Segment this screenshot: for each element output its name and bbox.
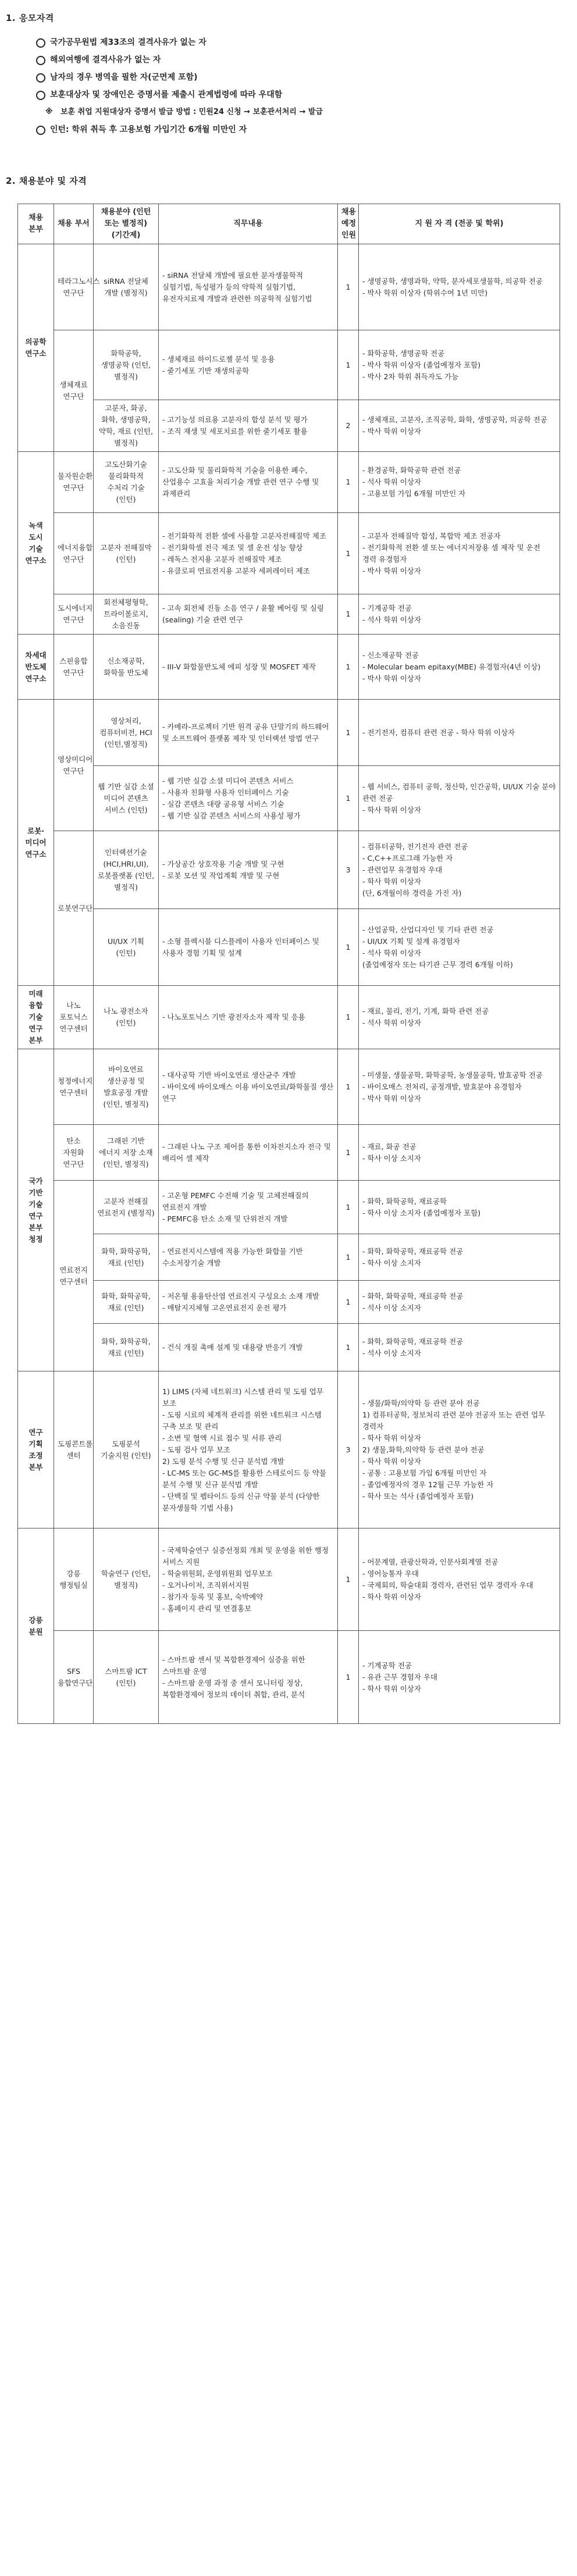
qual-line: - 공통 : 고용보험 가입 6개월 미만인 자 bbox=[362, 1468, 487, 1477]
qual-line: - 기계공학 전공 bbox=[362, 604, 412, 612]
qual-line: - 학사 학위 이상자 bbox=[362, 805, 421, 814]
duties-cell bbox=[159, 1181, 338, 1234]
duty-line: - 오거나이저, 조직위서지원 bbox=[162, 1580, 250, 1590]
dept-cell: 강릉 행정팀실 bbox=[54, 1529, 94, 1631]
duty-line: - LC-MS 또는 GC-MS를 활용한 스테로이드 등 약물 분석 수행 및 신규 분석법 개발 bbox=[162, 1468, 326, 1489]
count-cell: 1 bbox=[338, 1281, 359, 1324]
duty-line: - 그래핀 나노 구조 제어를 통한 이차전지소자 전극 및 배리어 셀 제작 bbox=[162, 1142, 331, 1163]
field-cell: 회전체평형학, 트라이볼로지, 소음진동 bbox=[94, 594, 159, 635]
dept-cell: 도시에너지 연구단 bbox=[54, 594, 94, 635]
qual-line: - 화학, 화학공학, 재료공학 전공 bbox=[362, 1337, 464, 1346]
qual-line: - Molecular beam epitaxy(MBE) 유경험자(4년 이상) bbox=[362, 662, 541, 671]
duty-line: - 유클로피 연료전지용 고분자 세퍼레이터 제조 bbox=[162, 566, 310, 575]
count-cell: 1 bbox=[338, 452, 359, 513]
org-cell: 연구 기획 조정 본부 bbox=[18, 1371, 54, 1529]
qual-line: (단, 6개월이하 경력을 가진 자) bbox=[362, 888, 462, 897]
qual-cell bbox=[359, 1281, 560, 1324]
qual-line: - 화학, 화학공학, 재료공학 전공 bbox=[362, 1291, 464, 1301]
duty-line: - 단백질 및 펩타이드 등의 신규 약물 분석 (다양한 분자생물학 기법 사용) bbox=[162, 1491, 320, 1512]
qual-line: - 화학공학, 생명공학 전공 bbox=[362, 348, 445, 358]
qual-cell bbox=[359, 700, 560, 766]
qual-line: - 학사 학위 이상자 bbox=[362, 1456, 421, 1466]
qual-line: - 박사 학위 이상자 (학위수여 1년 미만) bbox=[362, 288, 488, 297]
count-cell: 1 bbox=[338, 330, 359, 400]
field-cell: 그래핀 기반 에너지 저장 소재 (인턴, 별정직) bbox=[94, 1125, 159, 1181]
qual-cell bbox=[359, 1181, 560, 1234]
duties-cell bbox=[159, 400, 338, 452]
dept-cell: 나노 포토닉스 연구센터 bbox=[54, 986, 94, 1049]
dept-cell: 영상미디어 연구단 bbox=[54, 700, 94, 831]
duties-cell bbox=[159, 594, 338, 635]
table-row bbox=[18, 1234, 560, 1281]
header-count: 채용 예정 인원 bbox=[338, 204, 359, 244]
field-cell: 영상처리, 컴퓨터비전, HCI (인턴,별정직) bbox=[94, 700, 159, 766]
dept-cell: SFS 융합연구단 bbox=[54, 1631, 94, 1724]
duty-line: - 레독스 전지용 고분자 전해질막 제조 bbox=[162, 554, 282, 564]
duties-cell bbox=[159, 452, 338, 513]
table-row bbox=[18, 635, 560, 700]
duties-cell bbox=[159, 635, 338, 700]
duty-line: - 스마트팜 운영 과정 중 센서 모니터링 정상, 복합환경제어 정보의 데이터 취합, 관리, 분석 bbox=[162, 1678, 305, 1699]
dept-cell: 스핀융합 연구단 bbox=[54, 635, 94, 700]
qual-line: - 컴퓨터공학, 전기전자 관련 전공 bbox=[362, 842, 468, 851]
table-row bbox=[18, 909, 560, 986]
recruitment-table bbox=[17, 204, 560, 1724]
qual-cell bbox=[359, 766, 560, 831]
dept-cell: 물자원순환 연구단 bbox=[54, 452, 94, 513]
duties-cell bbox=[159, 1371, 338, 1529]
table-row bbox=[18, 1281, 560, 1324]
table-row bbox=[18, 1125, 560, 1181]
qual-line: - 학사 또는 석사 (졸업예정자 포함) bbox=[362, 1491, 474, 1501]
duty-line: - 대사공학 기반 바이오연료 생산균주 개발 bbox=[162, 1070, 296, 1079]
duty-line: - 웹 기반 실감 소셜 미디어 콘텐츠 서비스 bbox=[162, 776, 294, 785]
count-cell: 1 bbox=[338, 1234, 359, 1281]
qual-line: - 고용보험 가입 6개월 미만인 자 bbox=[362, 489, 466, 498]
count-cell: 3 bbox=[338, 831, 359, 909]
field-cell: 웹 기반 실감 소셜 미디어 콘텐츠 서비스 (인턴) bbox=[94, 766, 159, 831]
duty-line: - 가상공간 상호작용 기술 개발 및 구현 bbox=[162, 859, 284, 868]
table-row bbox=[18, 831, 560, 909]
org-cell: 로봇· 미디어 연구소 bbox=[18, 700, 54, 986]
qual-cell bbox=[359, 1234, 560, 1281]
field-cell: 신소재공학, 화학물 반도체 bbox=[94, 635, 159, 700]
qual-cell bbox=[359, 513, 560, 594]
qual-line: - 전기전자, 컴퓨터 관련 전공 - 학사 학위 이상자 bbox=[362, 728, 515, 737]
duties-cell bbox=[159, 986, 338, 1049]
qual-line: - 기계공학 전공 bbox=[362, 1661, 412, 1670]
duty-line: - 로봇 모션 및 작업계획 개발 및 구현 bbox=[162, 871, 280, 880]
qual-line: - 박사 학위 이상자 bbox=[362, 1093, 421, 1103]
table-row bbox=[18, 244, 560, 330]
field-cell: 화학, 화학공학, 재료 (인턴) bbox=[94, 1281, 159, 1324]
qual-line: - 졸업예정자의 경우 12월 근무 가능한 자 bbox=[362, 1480, 494, 1489]
org-cell: 국가 기반 기술 연구 본부 청정 bbox=[18, 1049, 54, 1371]
duty-line: - 학술위원회, 운영위원회 업무보조 bbox=[162, 1569, 273, 1578]
duties-cell bbox=[159, 1049, 338, 1125]
qual-line: - 국제회의, 학술대회 경력자, 관련된 업무 경력자 우대 bbox=[362, 1580, 533, 1590]
dept-cell: 테라그노시스 연구단 bbox=[54, 244, 94, 330]
duties-cell bbox=[159, 1631, 338, 1724]
header-qual: 지 원 자 격 (전공 및 학위) bbox=[359, 204, 560, 244]
qual-line: - 유관 근무 경험자 우대 bbox=[362, 1672, 438, 1681]
count-cell: 3 bbox=[338, 1371, 359, 1529]
qual-cell bbox=[359, 635, 560, 700]
qual-line: - 박사 학위 이상자 (졸업예정자 포함) bbox=[362, 360, 481, 369]
qual-line: - 박사 학위 이상자 bbox=[362, 674, 421, 683]
count-cell: 1 bbox=[338, 1631, 359, 1724]
header-org: 채용 본부 bbox=[18, 204, 54, 244]
count-cell: 1 bbox=[338, 635, 359, 700]
qual-line: - 화학, 화학공학, 재료공학 전공 bbox=[362, 1246, 464, 1256]
qual-line: - 웹 서비스, 컴퓨터 공학, 정산학, 인간공학, UI/UX 기술 분야 관련 전공 bbox=[362, 782, 556, 803]
duty-line: - 저온형 용융탄산염 연료전지 구성요소 소재 개발 bbox=[162, 1291, 319, 1301]
duty-line: - 고도산화 및 물리화학적 기술을 이용한 폐수, 산업용수 고효율 처리기술 개발 관련 연구 수행 및 과제관리 bbox=[162, 466, 319, 498]
qual-line: - 생체재료, 고분자, 조직공학, 화학, 생명공학, 의공학 전공 bbox=[362, 415, 547, 424]
qual-cell bbox=[359, 1049, 560, 1125]
count-cell: 1 bbox=[338, 700, 359, 766]
qual-cell bbox=[359, 1125, 560, 1181]
count-cell: 2 bbox=[338, 400, 359, 452]
header-dept: 채용 부서 bbox=[54, 204, 94, 244]
table-row bbox=[18, 1529, 560, 1631]
duties-cell bbox=[159, 330, 338, 400]
dept-cell: 로봇연구단 bbox=[54, 831, 94, 986]
table-row bbox=[18, 1324, 560, 1371]
duty-line: - 바이오에 바이오매스 이용 바이오연료/화학물질 생산 연구 bbox=[162, 1082, 334, 1103]
qual-line: - 석사 학위 이상자 bbox=[362, 478, 421, 486]
field-cell: 인터랙션기술 (HCI,HRI,UI), 로봇플랫폼 (인턴, 별정직) bbox=[94, 831, 159, 909]
duty-line: - 홈페이지 관리 및 연결홍보 bbox=[162, 1604, 252, 1613]
duty-line: - 고온형 PEMFC 수전해 기술 및 고체전해질의 연료전지 개발 bbox=[162, 1191, 309, 1212]
qual-cell bbox=[359, 909, 560, 986]
duty-line: - 매탈지지체형 고온연료전지 운전 평가 bbox=[162, 1303, 287, 1312]
table-row bbox=[18, 1049, 560, 1125]
qual-line: - 어문계열, 관광산학과, 인문사회계열 전공 bbox=[362, 1557, 498, 1566]
count-cell: 1 bbox=[338, 513, 359, 594]
qual-line: - 박사 학위 이상자 bbox=[362, 566, 421, 575]
duty-line: - 생체재료 하이드로젤 분석 및 응용 bbox=[162, 354, 275, 364]
qual-line: - 박사 학위 이상자 bbox=[362, 427, 421, 436]
qual-line: - 재료, 화공 전공 bbox=[362, 1142, 416, 1151]
field-cell: 고분자 전해질 연료전지 (별정직) bbox=[94, 1181, 159, 1234]
duties-cell bbox=[159, 909, 338, 986]
duty-line: - III-V 화합물반도체 에피 성장 및 MOSFET 제작 bbox=[162, 662, 316, 671]
duties-cell bbox=[159, 1281, 338, 1324]
qual-line: - 미생물, 생물공학, 화학공학, 농생물공학, 발효공학 전공 bbox=[362, 1070, 543, 1079]
qual-line: - 전기화학적 전환 셀 또는 에너지저장용 셀 제작 및 운전 경력 유경험자 bbox=[362, 543, 540, 564]
qual-line: - 학사 이상 소지자 bbox=[362, 1258, 421, 1267]
qual-cell bbox=[359, 594, 560, 635]
header-duties: 직무내용 bbox=[159, 204, 338, 244]
duty-line: - 참가자 등록 및 홍보, 숙박예약 bbox=[162, 1592, 263, 1601]
qual-line: 1) 컴퓨터공학, 정보처리 관련 분야 전공자 또는 관련 업무 경력자 bbox=[362, 1410, 546, 1431]
org-cell: 미래 융합 기술 연구 본부 bbox=[18, 986, 54, 1049]
duty-line: 1) LIMS (자체 네트워크) 시스템 관리 및 도핑 업무 보조 bbox=[162, 1387, 323, 1408]
dept-cell: 탄소 자원화 연구단 bbox=[54, 1125, 94, 1181]
dept-cell: 에너지융합 연구단 bbox=[54, 513, 94, 594]
field-cell: 도핑분석 기술지원 (인턴) bbox=[94, 1371, 159, 1529]
qual-line: - 박사 2차 학위 취득자도 가능 bbox=[362, 372, 459, 381]
dept-cell: 생체재료 연구단 bbox=[54, 330, 94, 452]
duty-line: - 전기화학적 전환 셀에 사용할 고분자전해질막 제조 bbox=[162, 531, 326, 540]
dept-cell: 도핑콘트롤 센터 bbox=[54, 1371, 94, 1529]
duties-cell bbox=[159, 513, 338, 594]
duty-line: - 건식 개질 촉매 설계 및 대용량 반응기 개발 bbox=[162, 1342, 303, 1352]
duty-line: - 사용자 친화형 사용자 인터페이스 기술 bbox=[162, 788, 289, 797]
duty-line: - 연료전지시스템에 적용 가능한 화합물 기반 수소저장기술 개발 bbox=[162, 1246, 303, 1267]
count-cell: 1 bbox=[338, 1529, 359, 1631]
section2-title: 2. 채용분야 및 자격 bbox=[6, 176, 87, 186]
duty-line: - 전기화학셀 전극 제조 및 셀 운전 성능 향상 bbox=[162, 543, 303, 552]
count-cell: 1 bbox=[338, 1181, 359, 1234]
count-cell: 1 bbox=[338, 1324, 359, 1371]
qual-line: - 생명공학, 생명과학, 약학, 분자세포생물학, 의공학 전공 bbox=[362, 276, 543, 286]
section1-title: 1. 응모자격 bbox=[6, 13, 54, 23]
table-row bbox=[18, 1631, 560, 1724]
qual-line: - 재료, 물리, 전기, 기계, 화학 관련 전공 bbox=[362, 1007, 489, 1016]
qual-cell bbox=[359, 1529, 560, 1631]
qualification-list bbox=[35, 34, 558, 138]
count-cell: 1 bbox=[338, 1049, 359, 1125]
qual-line: - 석사 학위 이상자 bbox=[362, 1018, 421, 1027]
dept-cell: 연료전지 연구센터 bbox=[54, 1181, 94, 1371]
qualification-item: 남자의 경우 병역을 필한 자(군면제 포함) bbox=[35, 69, 558, 86]
qual-line: - 석사 이상 소지자 bbox=[362, 1348, 421, 1358]
qual-line: - 석사 학위 이상자 bbox=[362, 615, 421, 624]
qual-cell bbox=[359, 1324, 560, 1371]
field-cell: 학술연구 (인턴, 별정직) bbox=[94, 1529, 159, 1631]
qual-line: - C,C++프로그래 가능한 자 bbox=[362, 853, 453, 863]
duty-line: - 도핑 검사 업무 보조 bbox=[162, 1445, 231, 1454]
count-cell: 1 bbox=[338, 766, 359, 831]
duties-cell bbox=[159, 1529, 338, 1631]
field-cell: UI/UX 기획 (인턴) bbox=[94, 909, 159, 986]
qual-cell bbox=[359, 330, 560, 400]
count-cell: 1 bbox=[338, 594, 359, 635]
field-cell: siRNA 전달체 개발 (별정직) bbox=[94, 244, 159, 330]
qual-line: - 학사 이상 소지자 (졸업예정자 포함) bbox=[362, 1208, 481, 1217]
field-cell: 화학, 화학공학, 재료 (인턴) bbox=[94, 1234, 159, 1281]
table-row bbox=[18, 986, 560, 1049]
duty-line: - 카메라-프로젝터 기반 원격 공유 단말기의 하드웨어 및 소프트웨어 플랫폼 제작 및 인터랙션 방법 연구 bbox=[162, 722, 329, 743]
qual-line: - 학사 학위 이상자 bbox=[362, 1433, 421, 1442]
org-cell: 녹색 도시 기술 연구소 bbox=[18, 452, 54, 635]
qual-line: - 산업공학, 산업디자인 및 기타 관련 전공 bbox=[362, 925, 494, 934]
table-header-row bbox=[18, 204, 560, 244]
field-cell: 화학공학, 생명공학 (인턴,별정직) bbox=[94, 330, 159, 400]
duty-line: - siRNA 전달체 개발에 필요한 분자생물학적 실험기법, 독성평가 등의 약학적 실험기법, 유전자치료제 개발과 관련한 의공학적 실험기법 bbox=[162, 270, 312, 303]
field-cell: 고분자, 화공, 화학, 생명공학, 약학, 재료 (인턴, 별정직) bbox=[94, 400, 159, 452]
qual-line: - 영어능통자 우대 bbox=[362, 1569, 419, 1578]
qual-line: - 학사 학위 이상자 bbox=[362, 1592, 421, 1601]
duties-cell bbox=[159, 1125, 338, 1181]
qual-line: - UI/UX 기획 및 설계 유경험자 bbox=[362, 936, 460, 946]
qual-line: - 학사 학위 이상자 bbox=[362, 877, 421, 886]
table-row bbox=[18, 400, 560, 452]
qualification-item: 해외여행에 결격사유가 없는 자 bbox=[35, 51, 558, 69]
duty-line: - 도핑 시료의 체계적 관리를 위한 네트워크 시스템 구축 보조 및 관리 bbox=[162, 1410, 322, 1431]
duty-line: - 조직 재생 및 세포치료를 위한 줄기세포 활용 bbox=[162, 427, 308, 436]
qual-line: 2) 생물,화학,의약학 등 관련 분야 전공 bbox=[362, 1445, 485, 1454]
qual-line: - 석사 학위 이상자 bbox=[362, 948, 421, 957]
org-cell: 의공학 연구소 bbox=[18, 244, 54, 452]
qual-line: - 생물/화학/의약학 등 관련 분야 전공 bbox=[362, 1398, 480, 1408]
duty-line: - PEMFC용 탄소 소재 및 단위전지 개발 bbox=[162, 1214, 288, 1223]
duties-cell bbox=[159, 766, 338, 831]
table-row bbox=[18, 1371, 560, 1529]
duty-line: - 실감 콘텐츠 대량 공유형 서비스 기술 bbox=[162, 799, 284, 808]
qual-line: - 고분자 전해질막 합성, 복합막 제조 전공자 bbox=[362, 531, 501, 540]
field-cell: 화학, 화학공학, 재료 (인턴) bbox=[94, 1324, 159, 1371]
count-cell: 1 bbox=[338, 244, 359, 330]
qual-cell bbox=[359, 1371, 560, 1529]
field-cell: 고도산화기술 물리화학적 수처리 기술 (인턴) bbox=[94, 452, 159, 513]
qual-cell bbox=[359, 400, 560, 452]
qual-line: (졸업예정자 또는 타기관 근무 경력 6개월 이하) bbox=[362, 960, 513, 969]
duties-cell bbox=[159, 1324, 338, 1371]
count-cell: 1 bbox=[338, 1125, 359, 1181]
table-row bbox=[18, 452, 560, 513]
table-row bbox=[18, 330, 560, 400]
qualification-item: 인턴: 학위 취득 후 고용보험 가입기간 6개월 미만인 자 bbox=[35, 121, 558, 138]
qual-line: - 학사 이상 소지자 bbox=[362, 1153, 421, 1163]
qual-line: - 환경공학, 화학공학 관련 전공 bbox=[362, 466, 461, 475]
duties-cell bbox=[159, 244, 338, 330]
header-field: 채용분야 (인턴 또는 별정직) (기간제) bbox=[94, 204, 159, 244]
field-cell: 고분자 전해질막 (인턴) bbox=[94, 513, 159, 594]
table-row bbox=[18, 513, 560, 594]
table-row bbox=[18, 766, 560, 831]
qual-cell bbox=[359, 452, 560, 513]
qualification-note: ※ 보훈 취업 지원대상자 증명서 발급 방법 : 민원24 신청 → 보훈관서처리 → 발급 bbox=[35, 104, 558, 121]
qual-line: - 학사 학위 이상자 bbox=[362, 1684, 421, 1693]
org-cell: 강릉 분원 bbox=[18, 1529, 54, 1724]
qual-cell bbox=[359, 986, 560, 1049]
qualification-item: 보훈대상자 및 장애인은 증명서를 제출시 관계법령에 따라 우대함 bbox=[35, 86, 558, 104]
count-cell: 1 bbox=[338, 986, 359, 1049]
table-body bbox=[18, 244, 560, 1724]
field-cell: 나노 광전소자 (인턴) bbox=[94, 986, 159, 1049]
field-cell: 바이오연료 생산공정 및 발효공정 개발 (인턴, 별정직) bbox=[94, 1049, 159, 1125]
duty-line: - 소변 및 혈액 시료 접수 및 서류 관리 bbox=[162, 1433, 282, 1442]
qual-cell bbox=[359, 1631, 560, 1724]
qual-line: - 관련업무 유경험자 우대 bbox=[362, 865, 443, 874]
duty-line: - 국제학술연구 실증선정회 개최 및 운영을 위한 행정 서비스 지원 bbox=[162, 1545, 329, 1566]
qual-line: - 바이오매스 전처리, 공정개발, 발효분야 유경험자 bbox=[362, 1082, 522, 1091]
qual-cell bbox=[359, 831, 560, 909]
duty-line: - 고기능성 의료용 고분자의 합성 분석 및 평가 bbox=[162, 415, 308, 424]
qual-line: - 화학, 화학공학, 재료공학 bbox=[362, 1196, 447, 1206]
duty-line: - 나노포토닉스 기반 광전자소자 제작 및 응용 bbox=[162, 1013, 305, 1021]
duty-line: 2) 도핑 분석 수행 및 신규 분석법 개발 bbox=[162, 1456, 284, 1466]
qualification-item: 국가공무원법 제33조의 결격사유가 없는 자 bbox=[35, 34, 558, 51]
duty-line: - 줄기세포 기반 재생의공학 bbox=[162, 366, 250, 375]
table-row bbox=[18, 594, 560, 635]
duty-line: - 소형 플렉시블 디스플레이 사용자 인터페이스 및 사용자 경험 기획 및 설계 bbox=[162, 936, 319, 957]
org-cell: 차세대 반도체 연구소 bbox=[18, 635, 54, 700]
duties-cell bbox=[159, 831, 338, 909]
duty-line: - 웹 기반 실감 콘텐츠 서비스의 사용성 평가 bbox=[162, 811, 301, 820]
duty-line: - 스마트팜 센서 및 복합환경제어 실증을 위한 스마트팜 운영 bbox=[162, 1655, 305, 1676]
table-row bbox=[18, 700, 560, 766]
duties-cell bbox=[159, 1234, 338, 1281]
duties-cell bbox=[159, 700, 338, 766]
count-cell: 1 bbox=[338, 909, 359, 986]
qual-line: - 석사 이상 소지자 bbox=[362, 1303, 421, 1312]
table-row bbox=[18, 1181, 560, 1234]
qual-cell bbox=[359, 244, 560, 330]
field-cell: 스마트팜 ICT (인턴) bbox=[94, 1631, 159, 1724]
qual-line: - 신소재공학 전공 bbox=[362, 650, 419, 660]
dept-cell: 청정에너지 연구센터 bbox=[54, 1049, 94, 1125]
duty-line: - 고속 회전체 진동 소음 연구 / 윤활 베어링 및 실링(sealing) 기술 관련 연구 bbox=[162, 604, 324, 624]
